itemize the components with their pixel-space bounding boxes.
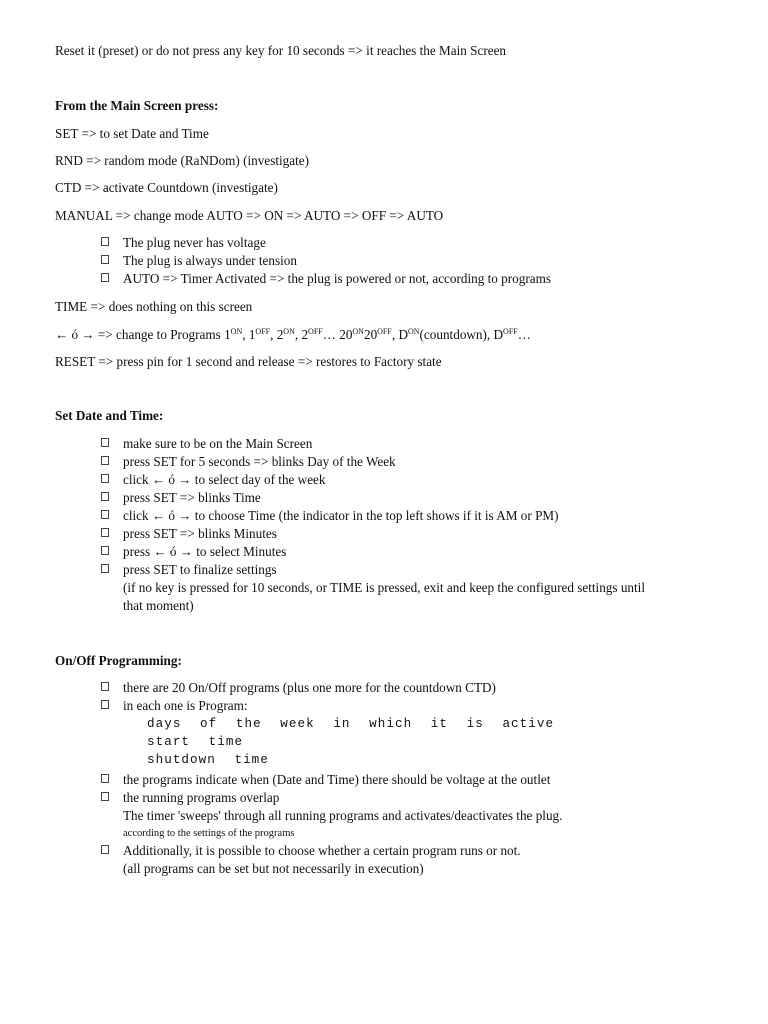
bullet-box-icon — [101, 564, 109, 573]
list-item: press SET => blinks Time — [123, 490, 261, 505]
reset-instruction: RESET => press pin for 1 second and release => restores to Factory state — [55, 354, 442, 369]
list-item-continuation: The timer 'sweeps' through all running programs and activates/deactivates the plug. — [123, 808, 563, 823]
onoff-heading: On/Off Programming: — [55, 653, 182, 668]
list-item: press SET => blinks Minutes — [123, 526, 277, 541]
list-item-continuation: (all programs can be set but not necessarily in execution) — [123, 861, 424, 876]
bullet-box-icon — [101, 510, 109, 519]
bullet-box-icon — [101, 528, 109, 537]
bullet-box-icon — [101, 237, 109, 246]
list-item: the programs indicate when (Date and Time) there should be voltage at the outlet — [123, 772, 551, 787]
list-item: press ← ó → to select Minutes — [123, 544, 287, 559]
list-item: the running programs overlap — [123, 790, 280, 805]
list-item: The plug never has voltage — [123, 235, 266, 250]
rnd-instruction: RND => random mode (RaNDom) (investigate) — [55, 153, 310, 168]
list-item: click ← ó → to select day of the week — [123, 472, 326, 487]
list-item: press SET to finalize settings — [123, 562, 277, 577]
arrows-instruction: ← ó → => change to Programs $1^{ON}$, $1^{OFF}$, $2^{ON}$, $2^{OFF}\dots$ $20^{ON}20^{OFF}$, $D^{ON}(countdown)$, $D^{OFF}\dots$ — [55, 327, 531, 342]
ctd-instruction: CTD => activate Countdown (investigate) — [55, 180, 278, 195]
bullet-box-icon — [101, 682, 109, 691]
main-screen-heading: From the Main Screen press: — [55, 98, 219, 113]
time-instruction: TIME => does nothing on this screen — [55, 299, 253, 314]
code-line: start time — [147, 735, 244, 749]
code-line: days of the week in which it is active — [147, 717, 555, 731]
list-item: AUTO => Timer Activated => the plug is powered or not, according to programs — [123, 271, 551, 286]
bullet-box-icon — [101, 774, 109, 783]
bullet-box-icon — [101, 438, 109, 447]
list-item: Additionally, it is possible to choose whether a certain program runs or not. — [123, 843, 521, 858]
list-item: press SET for 5 seconds => blinks Day of the Week — [123, 454, 396, 469]
bullet-box-icon — [101, 456, 109, 465]
bullet-box-icon — [101, 700, 109, 709]
manual-instruction: MANUAL => change mode AUTO => ON => AUTO => OFF => AUTO — [55, 208, 444, 223]
settings-note-line-2: that moment) — [123, 598, 194, 613]
set-instruction: SET => to set Date and Time — [55, 126, 209, 141]
bullet-box-icon — [101, 492, 109, 501]
list-item-note: according to the settings of the programs — [123, 828, 295, 839]
list-item: make sure to be on the Main Screen — [123, 436, 313, 451]
bullet-box-icon — [101, 792, 109, 801]
code-line: shutdown time — [147, 753, 269, 767]
bullet-box-icon — [101, 273, 109, 282]
bullet-box-icon — [101, 255, 109, 264]
intro-text: Reset it (preset) or do not press any key for 10 seconds => it reaches the Main Screen — [55, 43, 507, 58]
bullet-box-icon — [101, 546, 109, 555]
bullet-box-icon — [101, 845, 109, 854]
list-item: in each one is Program: — [123, 698, 248, 713]
date-time-heading: Set Date and Time: — [55, 408, 164, 423]
settings-note-line-1: (if no key is pressed for 10 seconds, or TIME is pressed, exit and keep the configured settings until — [123, 580, 646, 595]
bullet-box-icon — [101, 474, 109, 483]
list-item: there are 20 On/Off programs (plus one more for the countdown CTD) — [123, 680, 496, 695]
list-item: click ← ó → to choose Time (the indicator in the top left shows if it is AM or PM) — [123, 508, 559, 523]
list-item: The plug is always under tension — [123, 253, 297, 268]
